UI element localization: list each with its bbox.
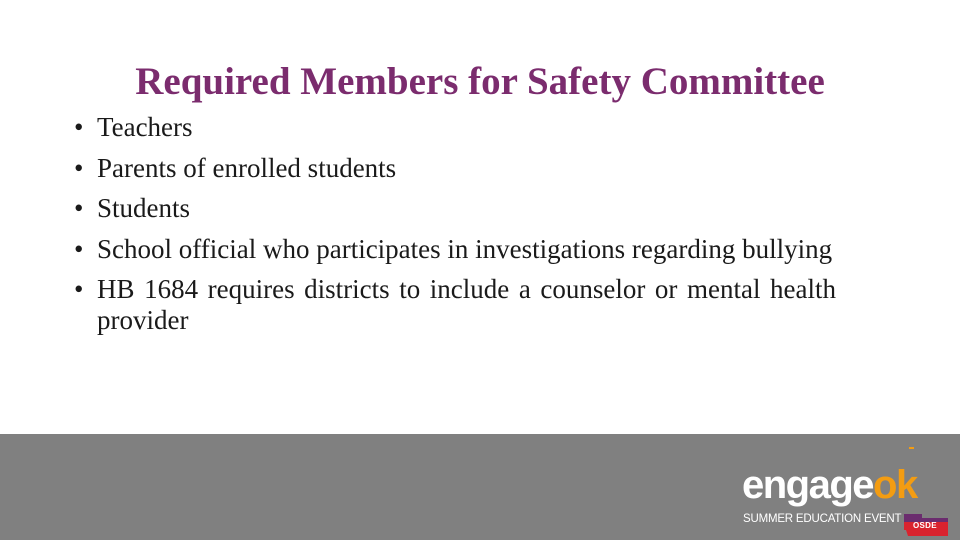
footer-accent-mark [909,447,914,449]
logo-subtitle: SUMMER EDUCATION EVENT [743,513,902,525]
bullet-item [74,193,836,224]
osde-badge [904,512,948,536]
bullet-text: Parents of enrolled students [97,152,397,183]
bullet-marker: • [74,274,84,304]
bullet-text: Teachers [97,112,193,142]
engageok-logo [742,462,952,536]
bullet-marker: • [74,193,84,223]
bullet-text: HB 1684 requires districts to include a counselor or mental health provider [97,274,836,335]
bullet-item [74,112,836,143]
bullet-item [74,153,836,184]
bullet-marker: • [74,152,84,183]
bullet-marker: • [74,233,84,264]
logo-ok-text: ok [873,463,917,507]
bullet-text: School official who participates in investigations regarding bullying [97,233,833,264]
slide-title: Required Members for Safety Committee [135,60,825,103]
bullet-item [74,234,836,265]
osde-badge-text: OSDE [913,521,937,530]
bullet-text: Students [97,193,191,223]
bullet-list [74,112,836,345]
logo-wordmark [742,462,917,508]
bullet-item [74,274,836,335]
logo-engage-text: engage [742,463,874,507]
bullet-marker: • [74,112,84,142]
